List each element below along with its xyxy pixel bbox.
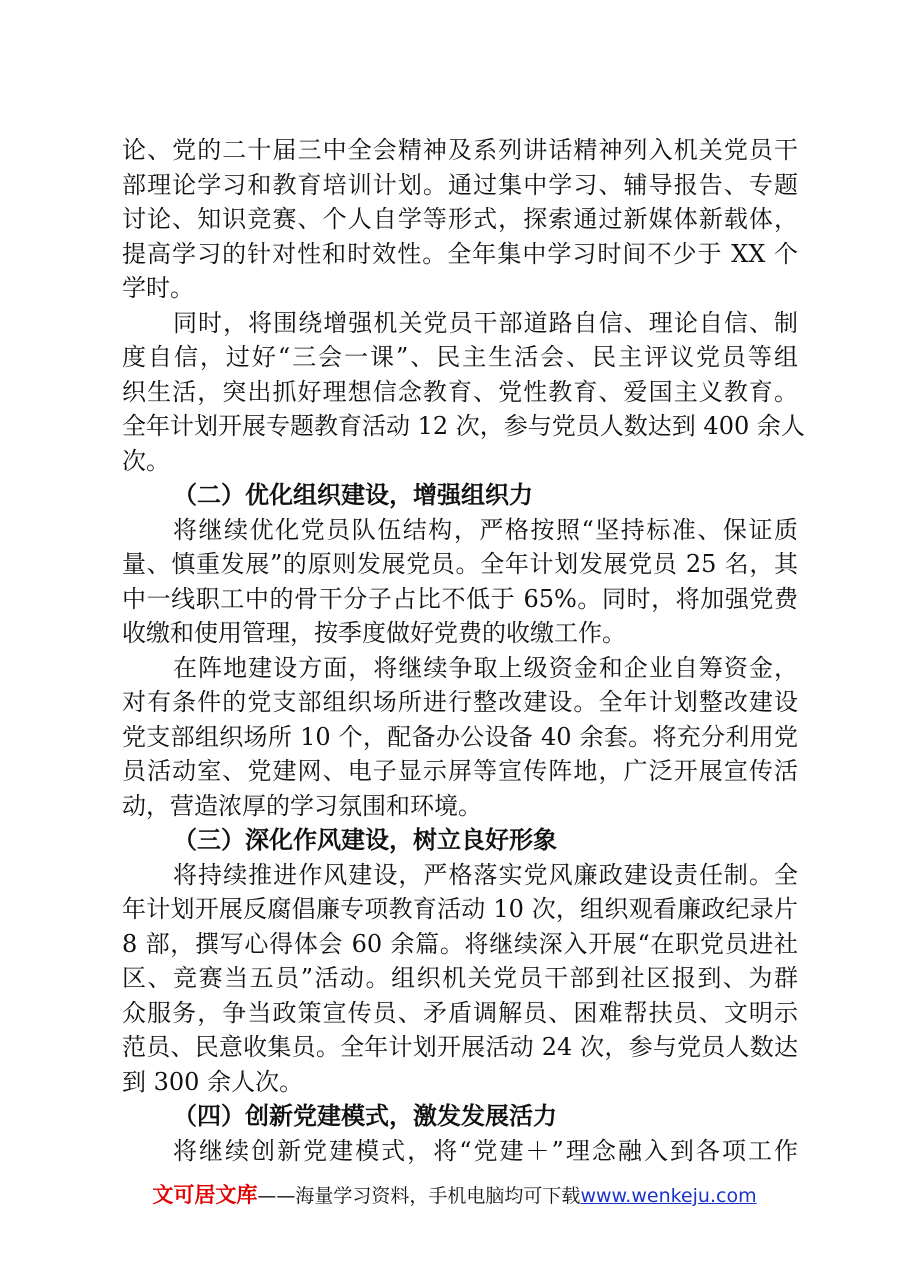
footer-url-link[interactable]: www.wenkeju.com (580, 1185, 757, 1207)
section-heading: （三）深化作风建设，树立良好形象 (173, 825, 557, 854)
text-line: 中一线职工中的骨干分子占比不低于 65%。同时，将加强党费 (122, 584, 798, 613)
text-line: 将继续优化党员队伍结构，严格按照“坚持标准、保证质 (173, 515, 798, 544)
text-line: 提高学习的针对性和时效性。全年集中学习时间不少于 XX 个 (122, 239, 798, 268)
text-line: 收缴和使用管理，按季度做好党费的收缴工作。 (122, 619, 626, 647)
section-heading: （二）优化组织建设，增强组织力 (173, 480, 533, 509)
document-body (122, 133, 805, 1168)
text-line: 员活动室、党建网、电子显示屏等宣传阵地，广泛开展宣传活 (122, 757, 798, 785)
text-line: 次。 (122, 446, 170, 475)
text-line: 将继续创新党建模式，将“党建＋”理念融入到各项工作 (173, 1136, 798, 1165)
footer-watermark (0, 1181, 909, 1210)
text-line: 年计划开展反腐倡廉专项教育活动 10 次，组织观看廉政纪录片 (122, 895, 798, 923)
text-line: 众服务，争当政策宣传员、矛盾调解员、困难帮扶员、文明示 (122, 998, 798, 1027)
text-line: 讨论、知识竞赛、个人自学等形式，探索通过新媒体新载体， (122, 205, 798, 233)
text-line: 将持续推进作风建设，严格落实党风廉政建设责任制。全 (173, 860, 798, 889)
text-line: 动，营造浓厚的学习氛围和环境。 (122, 791, 482, 820)
footer-tagline: ——海量学习资料，手机电脑均可下载 (257, 1185, 581, 1207)
text-line: 区、竞赛当五员”活动。组织机关党员干部到社区报到、为群 (122, 964, 798, 992)
text-line: 对有条件的党支部组织场所进行整改建设。全年计划整改建设 (122, 688, 798, 716)
text-line: 织生活，突出抓好理想信念教育、党性教育、爱国主义教育。 (122, 377, 798, 406)
footer-brand: 文可居文库 (152, 1183, 258, 1207)
text-line: 论、党的二十届三中全会精神及系列讲话精神列入机关党员干 (122, 136, 798, 164)
text-line: 度自信，过好“三会一课”、民主生活会、民主评议党员等组 (122, 343, 798, 371)
text-line: 在阵地建设方面，将继续争取上级资金和企业自筹资金， (173, 653, 798, 682)
section-heading: （四）创新党建模式，激发发展活力 (173, 1101, 557, 1130)
text-line: 党支部组织场所 10 个，配备办公设备 40 余套。将充分利用党 (122, 722, 798, 751)
text-line: 学时。 (122, 274, 194, 302)
text-line: 范员、民意收集员。全年计划开展活动 24 次，参与党员人数达 (122, 1033, 798, 1061)
text-line: 部理论学习和教育培训计划。通过集中学习、辅导报告、专题 (122, 170, 798, 199)
text-line: 全年计划开展专题教育活动 12 次，参与党员人数达到 400 余人 (122, 412, 805, 440)
text-line: 8 部，撰写心得体会 60 余篇。将继续深入开展“在职党员进社 (122, 929, 798, 958)
text-line: 量、慎重发展”的原则发展党员。全年计划发展党员 25 名，其 (122, 550, 798, 578)
text-line: 同时，将围绕增强机关党员干部道路自信、理论自信、制 (173, 308, 798, 337)
text-line: 到 300 余人次。 (122, 1067, 304, 1096)
